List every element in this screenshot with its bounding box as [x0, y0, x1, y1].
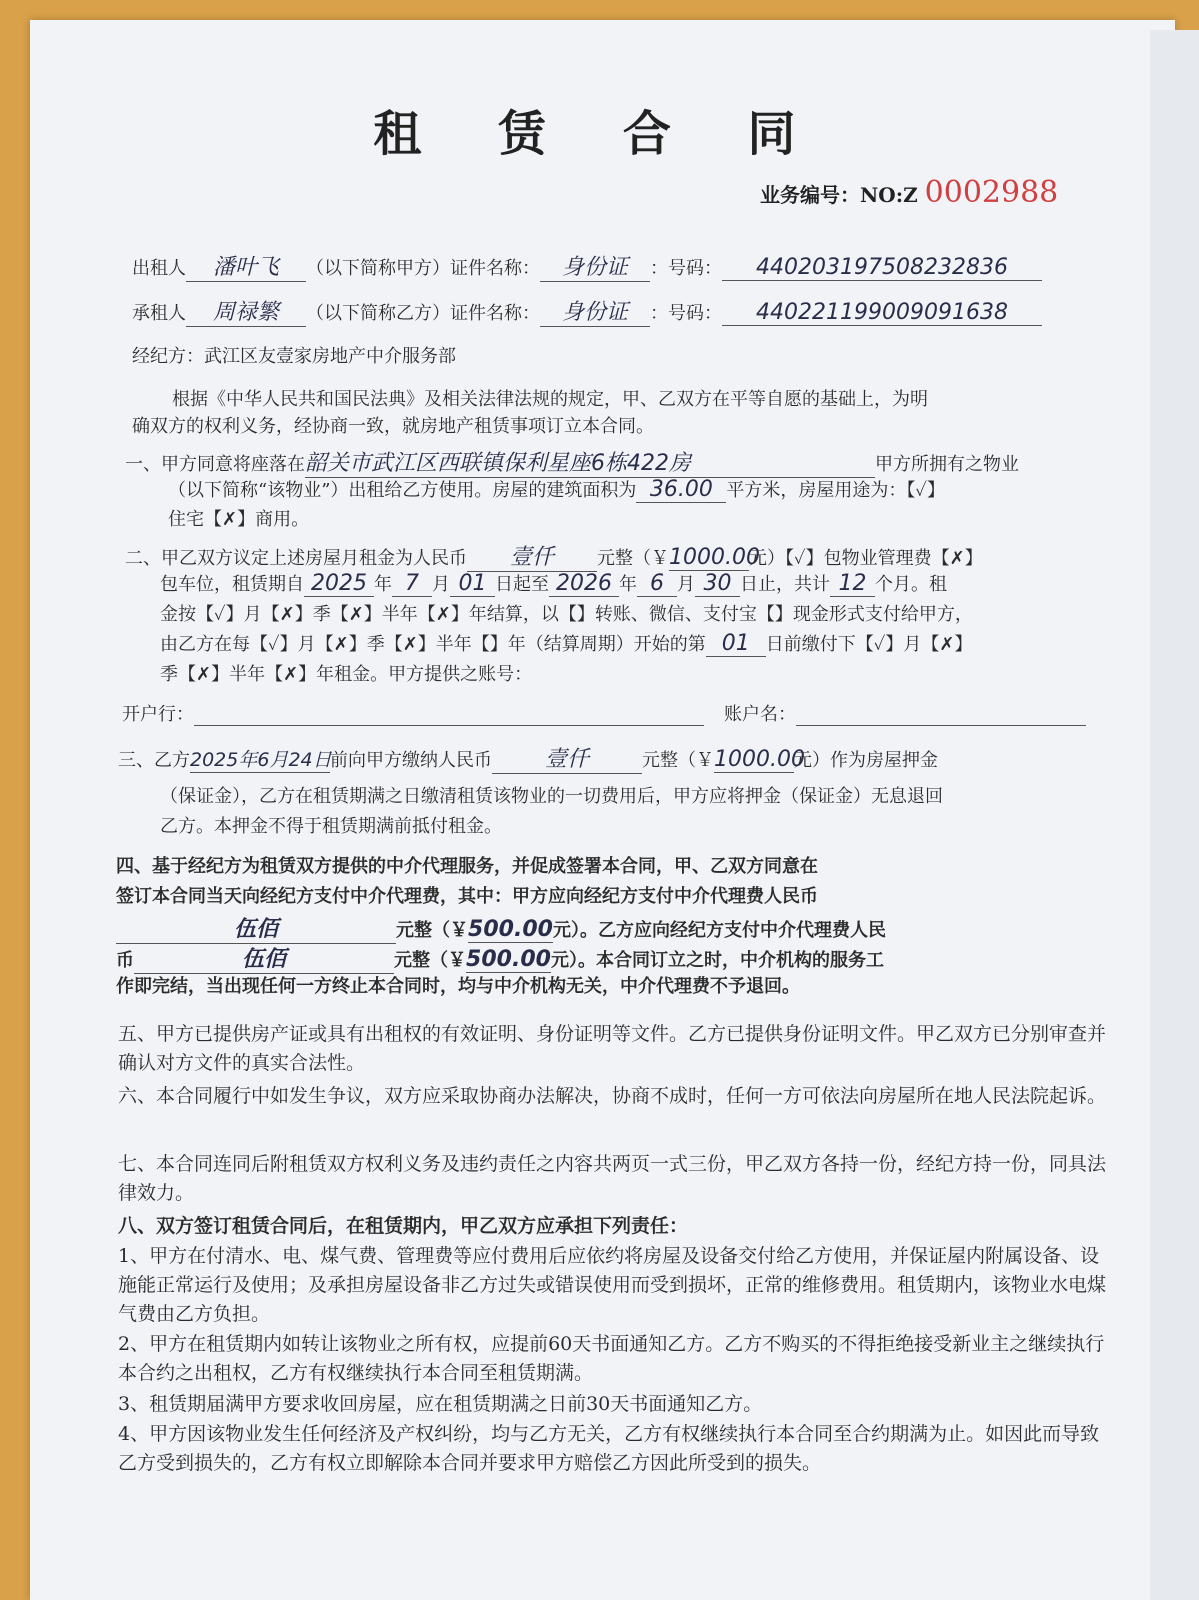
agent-line: 经纪方：武江区友壹家房地产中介服务部 — [132, 346, 456, 367]
section-5: 五、甲方已提供房产证或具有出租权的有效证明、身份证明等文件。乙方已提供身份证明文件。甲乙双方已分别审查并确认对方文件的真实合法性。 — [118, 1023, 1107, 1074]
lessee-name: 周禄繁 — [186, 295, 306, 327]
section-2-line-3: 金按【✓】月【✗】季【✗】半年【✗】年结算，以【】转账、微信、支付宝【】现金形式支付给甲方， — [160, 604, 973, 625]
section-3-line-2: （保证金），乙方在租赁期满之日缴清租赁该物业的一切费用后，甲方应将押金（保证金）无息退回 — [160, 786, 943, 807]
section-1-line-1: 一、甲方同意将座落在韶关市武江区西联镇保利星座6栋422房 甲方所拥有之物业 — [125, 446, 1019, 478]
section-3-line-1: 三、乙方2025年6月24日前向甲方缴纳人民币 壹仟 元整（￥1000.00元）作为房屋押金 — [118, 742, 938, 774]
section-4-line-2: 签订本合同当天向经纪方支付中介代理费，其中：甲方应向经纪方支付中介代理费人民币 — [116, 886, 818, 907]
lessor-name: 潘叶飞 — [186, 250, 306, 282]
clause-4: 4、甲方因该物业发生任何经济及产权纠纷，均与乙方无关，乙方有权继续执行本合同至合约期满为止。如因此而导致乙方受到损失的，乙方有权立即解除本合同并要求甲方赔偿乙方因此所受到的损失。 — [118, 1423, 1100, 1474]
clause-3: 3、租赁期届满甲方要求收回房屋，应在租赁期满之日前30天书面通知乙方。 — [118, 1393, 763, 1415]
section-4-line-3: 伍佰 元整（￥500.00元）。乙方应向经纪方支付中介代理费人民 — [116, 912, 886, 944]
section-7: 七、本合同连同后附租赁双方权利义务及违约责任之内容共两页一式三份，甲乙双方各持一份，经纪方持一份，同具法律效力。 — [118, 1153, 1107, 1204]
section-4-line-4: 币 伍佰 元整（￥500.00元）。本合同订立之时，中介机构的服务工 — [116, 942, 884, 974]
intro-line-2: 确双方的权利义务，经协商一致，就房地产租赁事项订立本合同。 — [132, 416, 654, 437]
section-8: 八、双方签订租赁合同后，在租赁期内，甲乙双方应承担下列责任： — [118, 1215, 689, 1237]
section-4-line-5: 作即完结，当出现任何一方终止本合同时，均与中介机构无关，中介代理费不予退回。 — [116, 976, 800, 997]
section-2-line-5: 季【✗】半年【✗】年租金。甲方提供之账号： — [160, 664, 533, 685]
intro-line-1: 根据《中华人民共和国民法典》及相关法律法规的规定，甲、乙双方在平等自愿的基础上，为明 — [172, 389, 928, 410]
business-number: 业务编号：NO:Z 0002988 — [760, 175, 1059, 210]
contract-title: 租 赁 合 同 — [373, 106, 826, 162]
section-2-line-4: 由乙方在每【✓】月【✗】季【✗】半年【】年（结算周期）开始的第 01 日前缴付下【✓】月【✗】 — [160, 631, 973, 656]
lessor-row: 出租人 潘叶飞 （以下简称甲方）证件名称： 身份证 ：号码： 440203197508232836 — [132, 250, 1042, 282]
section-2-line-1: 二、甲乙双方议定上述房屋月租金为人民币 壹仟 元整（￥1000.00元）【✓】包物业管理费【✗】 — [125, 540, 983, 572]
section-4-line-1: 四、基于经纪方为租赁双方提供的中介代理服务，并促成签署本合同，甲、乙双方同意在 — [116, 856, 818, 877]
section-3-line-3: 乙方。本押金不得于租赁期满前抵付租金。 — [160, 816, 502, 837]
clause-1: 1、甲方在付清水、电、煤气费、管理费等应付费用后应依约将房屋及设备交付给乙方使用，并保证屋内附属设备、设施能正常运行及使用；及承担房屋设备非乙方过失或错误使用而受到损坏，正常的维修费用。租赁期内，该物业水电煤气费由乙方负担。 — [118, 1245, 1107, 1325]
back-page — [1150, 30, 1199, 1600]
clause-2: 2、甲方在租赁期内如转让该物业之所有权，应提前60天书面通知乙方。乙方不购买的不得拒绝接受新业主之继续执行本合约之出租权，乙方有权继续执行本合同至租赁期满。 — [118, 1333, 1105, 1384]
bank-row: 开户行： 账户名： — [122, 700, 1086, 726]
section-2-line-2: 包车位，租赁期自 2025 年 7 月 01 日起至 2026 年 6 月 30 日止，共计 12 个月。租 — [160, 571, 947, 596]
section-6: 六、本合同履行中如发生争议，双方应采取协商办法解决，协商不成时，任何一方可依法向房屋所在地人民法院起诉。 — [118, 1085, 1107, 1107]
section-1-line-2: （以下简称“该物业”）出租给乙方使用。房屋的建筑面积为 36.00 平方米，房屋用途为：【✓】 — [168, 477, 946, 502]
section-1-line-3: 住宅【✗】商用。 — [168, 509, 310, 530]
lessee-row: 承租人 周禄繁 （以下简称乙方）证件名称： 身份证 ：号码： 440221199009091638 — [132, 295, 1042, 327]
